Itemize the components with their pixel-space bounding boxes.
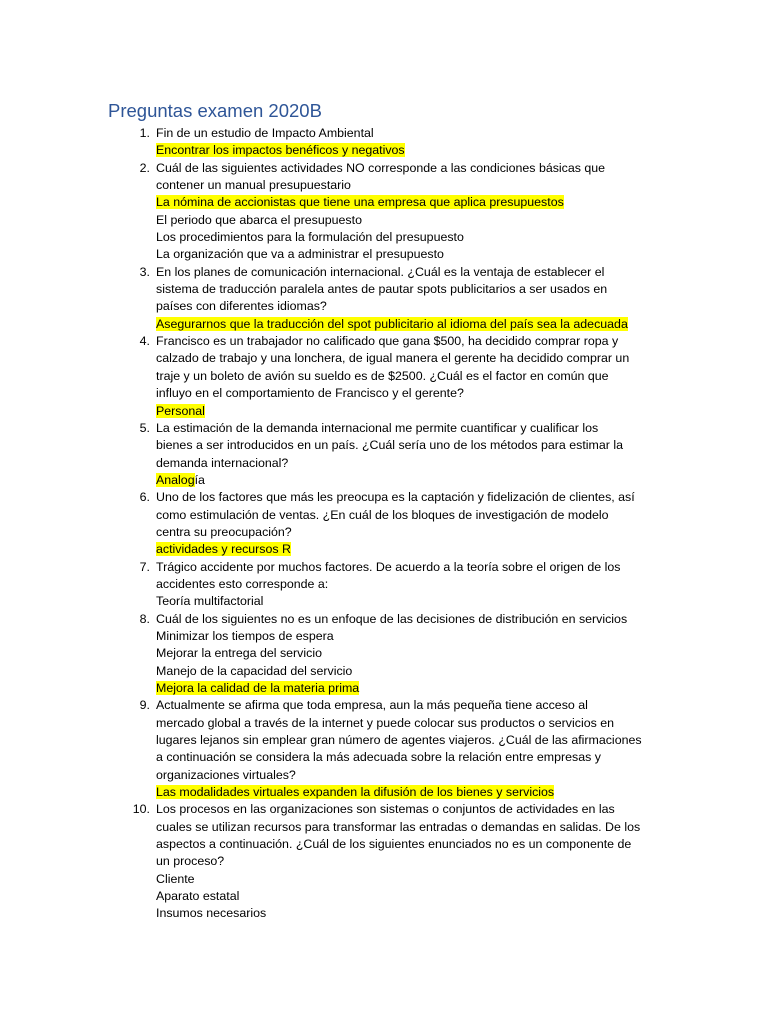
question-list bbox=[0, 125, 768, 923]
answer-line bbox=[156, 316, 656, 333]
question-item bbox=[0, 801, 656, 922]
question-line: Manejo de la capacidad del servicio bbox=[156, 663, 353, 678]
question-number: 5. bbox=[139, 420, 150, 435]
question-item bbox=[0, 160, 656, 264]
question-number: 7. bbox=[139, 559, 150, 574]
question-number: 4. bbox=[139, 334, 150, 349]
question-line: organizaciones virtuales? bbox=[156, 767, 296, 782]
question-line: influyo en el comportamiento de Francisco y el gerente? bbox=[156, 386, 464, 401]
question-line: Cuál de las siguientes actividades NO corresponde a las condiciones básicas que bbox=[156, 160, 606, 175]
question-line: contener un manual presupuestario bbox=[156, 178, 351, 193]
question-line: a continuación se considera la más adecuada sobre la relación entre empresas y bbox=[156, 750, 601, 765]
question-line: Insumos necesarios bbox=[156, 906, 267, 921]
question-line: Cliente bbox=[156, 871, 195, 886]
question-item bbox=[0, 489, 656, 558]
question-line: Fin de un estudio de Impacto Ambiental bbox=[156, 126, 374, 140]
answer-rest: ía bbox=[194, 472, 205, 487]
highlighted-answer: Mejora la calidad de la materia prima bbox=[156, 681, 360, 695]
highlighted-answer: Personal bbox=[156, 403, 205, 418]
question-line: Uno de los factores que más les preocupa es la captación y fidelización de clientes, así bbox=[156, 490, 635, 505]
question-line: Teoría multifactorial bbox=[156, 594, 264, 609]
question-number: 8. bbox=[139, 611, 150, 626]
answer-line bbox=[156, 784, 656, 801]
highlighted-answer-part: Analog bbox=[156, 472, 195, 487]
answer-line bbox=[156, 403, 656, 420]
question-line: Cuál de los siguientes no es un enfoque de las decisiones de distribución en servicios bbox=[156, 611, 628, 626]
question-item bbox=[0, 264, 656, 333]
question-line: accidentes esto corresponde a: bbox=[156, 576, 329, 591]
question-line: Los procesos en las organizaciones son sistemas o conjuntos de actividades en las bbox=[156, 802, 615, 817]
highlighted-answer: Asegurarnos que la traducción del spot publicitario al idioma del país sea la adecuada bbox=[156, 316, 628, 331]
question-line: calzado de trabajo y una lonchera, de igual manera el gerente ha decidido comprar un bbox=[156, 351, 630, 366]
answer-line bbox=[156, 541, 656, 558]
question-line: aspectos a continuación. ¿Cuál de los siguientes enunciados no es un componente de bbox=[156, 837, 632, 852]
question-line: sistema de traducción paralela antes de pautar spots publicitarios a ser usados en bbox=[156, 282, 608, 297]
question-line: En los planes de comunicación internacional. ¿Cuál es la ventaja de establecer el bbox=[156, 264, 605, 279]
question-line: Actualmente se afirma que toda empresa, aun la más pequeña tiene acceso al bbox=[156, 698, 588, 713]
answer-line bbox=[156, 472, 656, 489]
question-line: Francisco es un trabajador no calificado que gana $500, ha decidido comprar ropa y bbox=[156, 334, 619, 349]
question-line: mercado global a través de la internet y puede colocar sus productos o servicios en bbox=[156, 715, 615, 730]
highlighted-answer: Encontrar los impactos benéficos y negativos bbox=[156, 143, 405, 158]
question-number: 10. bbox=[132, 802, 150, 817]
question-line: Aparato estatal bbox=[156, 889, 240, 904]
question-item bbox=[0, 125, 656, 160]
question-line: centra su preocupación? bbox=[156, 524, 292, 539]
question-line: un proceso? bbox=[156, 854, 225, 869]
question-line: Minimizar los tiempos de espera bbox=[156, 628, 334, 643]
highlighted-answer: Las modalidades virtuales expanden la difusión de los bienes y servicios bbox=[156, 785, 555, 800]
question-line: como estimulación de ventas. ¿En cuál de los bloques de investigación de modelo bbox=[156, 507, 609, 522]
answer-line bbox=[156, 142, 656, 159]
question-item bbox=[0, 697, 656, 801]
question-line: traje y un boleto de avión su sueldo es de $2500. ¿Cuál es el factor en común que bbox=[156, 368, 609, 383]
question-line: Trágico accidente por muchos factores. De acuerdo a la teoría sobre el origen de los bbox=[156, 559, 621, 574]
question-line: países con diferentes idiomas? bbox=[156, 299, 327, 314]
question-line: Mejorar la entrega del servicio bbox=[156, 646, 322, 661]
question-number: 2. bbox=[139, 160, 150, 175]
document-title: Preguntas examen 2020B bbox=[108, 100, 322, 121]
question-item bbox=[0, 333, 656, 420]
question-line: bienes a ser introducidos en un país. ¿Cuál sería uno de los métodos para estimar la bbox=[156, 438, 623, 453]
question-line: cuales se utilizan recursos para transformar las entradas o demandas en salidas. De los bbox=[156, 819, 641, 834]
highlighted-answer: La nómina de accionistas que tiene una empresa que aplica presupuestos bbox=[156, 195, 564, 210]
question-item bbox=[0, 611, 656, 698]
question-number: 6. bbox=[139, 490, 150, 505]
question-item bbox=[0, 559, 656, 611]
question-line: El periodo que abarca el presupuesto bbox=[156, 212, 362, 227]
answer-line bbox=[156, 680, 656, 697]
question-line: lugares lejanos sin emplear gran número de agentes viajeros. ¿Cuál de las afirmaciones bbox=[156, 733, 642, 748]
question-number: 9. bbox=[139, 698, 150, 713]
question-line: La estimación de la demanda internacional me permite cuantificar y cualificar los bbox=[156, 420, 599, 435]
answer-line bbox=[156, 194, 656, 211]
question-line: demanda internacional? bbox=[156, 455, 289, 470]
question-item bbox=[0, 420, 656, 489]
question-line: La organización que va a administrar el presupuesto bbox=[156, 247, 444, 262]
question-number: 1. bbox=[139, 126, 150, 140]
question-number: 3. bbox=[139, 264, 150, 279]
highlighted-answer: actividades y recursos R bbox=[156, 542, 291, 557]
question-line: Los procedimientos para la formulación del presupuesto bbox=[156, 230, 464, 245]
